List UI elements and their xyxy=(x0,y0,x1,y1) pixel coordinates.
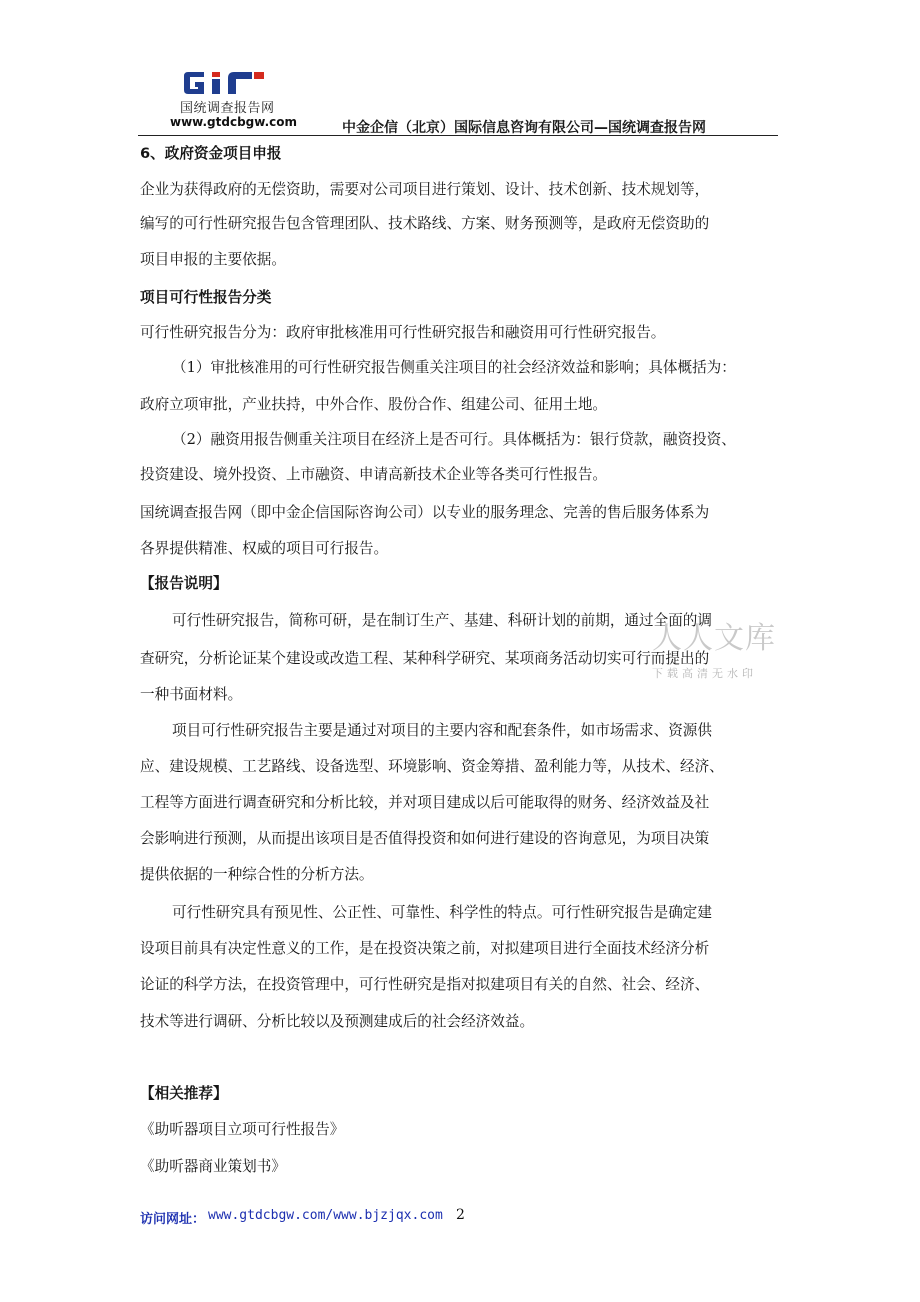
report-desc-para1-line: 一种书面材料。 xyxy=(140,686,243,703)
watermark-title: 人人文库 xyxy=(652,621,776,656)
footer-url-link[interactable]: www.gtdcbgw.com/www.bjzjqx.com xyxy=(208,1208,443,1223)
report-desc-para2-line: 会影响进行预测，从而提出该项目是否值得投资和如何进行建设的咨询意见，为项目决策 xyxy=(140,830,710,847)
company-name: 中金企信（北京）国际信息咨询有限公司—国统调查报告网 xyxy=(342,120,706,136)
related-item-link[interactable]: 《助听器项目立项可行性报告》 xyxy=(140,1121,345,1138)
section6-line: 项目申报的主要依据。 xyxy=(140,251,286,268)
report-desc-para2-line: 工程等方面进行调查研究和分析比较，并对项目建成以后可能取得的财务、经济效益及社 xyxy=(140,794,710,811)
page-number: 2 xyxy=(456,1207,465,1223)
report-desc-para3-line: 可行性研究具有预见性、公正性、可靠性、科学性的特点。可行性研究报告是确定建 xyxy=(172,904,712,921)
watermark xyxy=(652,613,776,683)
footer-label: 访问网址： xyxy=(140,1212,206,1227)
report-desc-para2-line: 提供依据的一种综合性的分析方法。 xyxy=(140,866,374,883)
report-desc-para3-line: 设项目前具有决定性意义的工作，是在投资决策之前，对拟建项目进行全面技术经济分析 xyxy=(140,940,710,957)
report-desc-para3-line: 论证的科学方法，在投资管理中，可行性研究是指对拟建项目有关的自然、社会、经济、 xyxy=(140,976,710,993)
report-desc-para1-line: 可行性研究报告，简称可研，是在制订生产、基建、科研计划的前期，通过全面的调 xyxy=(172,612,712,629)
classification-item1-cont: 政府立项审批，产业扶持，中外合作、股份合作、组建公司、征用土地。 xyxy=(140,396,608,413)
report-desc-heading: 【报告说明】 xyxy=(140,575,228,592)
classification-closing: 国统调查报告网（即中金企信国际咨询公司）以专业的服务理念、完善的售后服务体系为 xyxy=(140,504,710,521)
classification-heading: 项目可行性报告分类 xyxy=(140,289,272,306)
watermark-subtitle: 下载高清无水印 xyxy=(652,667,757,680)
classification-item2: （2）融资用报告侧重关注项目在经济上是否可行。具体概括为：银行贷款，融资投资、 xyxy=(172,431,736,448)
gtdc-logo-mark-icon xyxy=(182,68,278,98)
logo-text: 国统调查报告网 xyxy=(180,101,275,116)
report-desc-para2-line: 项目可行性研究报告主要是通过对项目的主要内容和配套条件，如市场需求、资源供 xyxy=(172,722,712,739)
report-desc-para2-line: 应、建设规模、工艺路线、设备选型、环境影响、资金筹措、盈利能力等，从技术、经济、 xyxy=(140,758,724,775)
report-desc-para3-line: 技术等进行调研、分析比较以及预测建成后的社会经济效益。 xyxy=(140,1013,535,1030)
section6-line: 企业为获得政府的无偿资助，需要对公司项目进行策划、设计、技术创新、技术规划等， xyxy=(140,181,710,198)
section6-heading: 6、政府资金项目申报 xyxy=(140,145,282,162)
header-divider xyxy=(138,135,778,136)
classification-intro: 可行性研究报告分为：政府审批核准用可行性研究报告和融资用可行性研究报告。 xyxy=(140,324,666,341)
logo-url: www.gtdcbgw.com xyxy=(170,115,297,129)
related-heading: 【相关推荐】 xyxy=(140,1085,228,1102)
classification-closing-cont: 各界提供精准、权威的项目可行报告。 xyxy=(140,540,389,557)
classification-item2-cont: 投资建设、境外投资、上市融资、申请高新技术企业等各类可行性报告。 xyxy=(140,466,608,483)
section6-line: 编写的可行性研究报告包含管理团队、技术路线、方案、财务预测等，是政府无偿资助的 xyxy=(140,215,710,232)
classification-item1: （1）审批核准用的可行性研究报告侧重关注项目的社会经济效益和影响；具体概括为： xyxy=(172,359,736,376)
report-desc-para1-line: 查研究，分析论证某个建设或改造工程、某种科学研究、某项商务活动切实可行而提出的 xyxy=(140,650,710,667)
related-item-link[interactable]: 《助听器商业策划书》 xyxy=(140,1158,286,1175)
